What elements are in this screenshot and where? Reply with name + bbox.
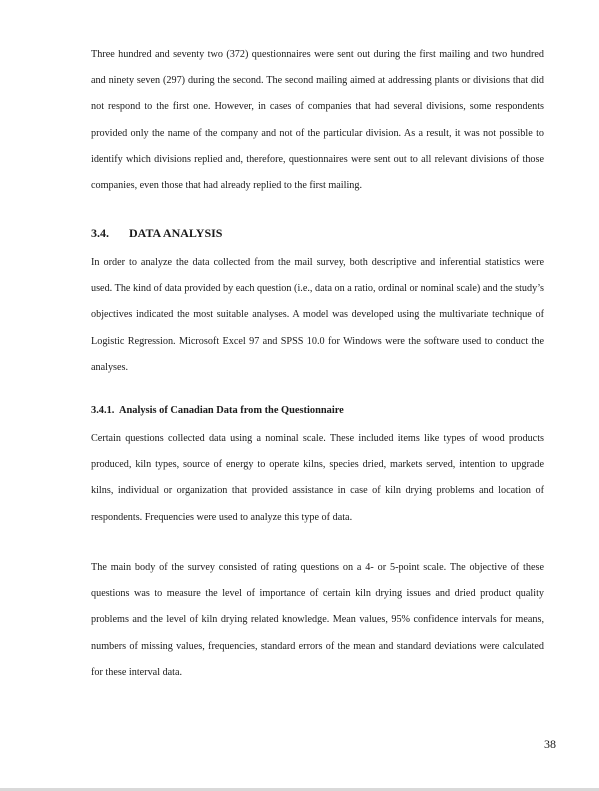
paragraph-mailing [91, 42, 544, 199]
paragraph-text: Certain questions collected data using a nominal scale. These included items like types of wood products produced, kiln types, source of energy to operate kilns, species dried, markets served, intention to upgrade kilns, individual or organization that provided assistance in case of kiln drying problems and location of respondents. Frequencies were used to analyze this type of data. [91, 433, 544, 523]
paragraph-text: The main body of the survey consisted of rating questions on a 4- or 5-point scale. The objective of these questions was to measure the level of importance of certain kiln drying issues and dried product quality problems and the level of kiln drying related knowledge. Mean values, 95% confidence intervals for means, numbers of missing values, frequencies, standard errors of the mean and standard deviations were calculated for these interval data. [91, 562, 544, 678]
page-number: 38 [544, 737, 556, 751]
subsection-title: Analysis of Canadian Data from the Questionnaire [119, 405, 344, 416]
paragraph-nominal-scale [91, 426, 544, 531]
paragraph-rating-questions [91, 555, 544, 686]
subsection-heading [91, 405, 344, 416]
paragraph-text: Three hundred and seventy two (372) questionnaires were sent out during the first mailing and two hundred and ninety seven (297) during the second. The second mailing aimed at addressing plants or divisions that did not respond to the first one. However, in cases of companies that had several divisions, some respondents provided only the name of the company and not of the particular division. As a result, it was not possible to identify which divisions replied and, therefore, questionnaires were sent out to all relevant divisions of those companies, even those that had already replied to the first mailing. [91, 49, 544, 192]
section-heading [91, 226, 222, 241]
paragraph-text: In order to analyze the data collected from the mail survey, both descriptive and inferential statistics were used. The kind of data provided by each question (i.e., data on a ratio, ordinal or nominal scale) and the study’s objectives indicated the most suitable analyses. A model was developed using the multivariate technique of Logistic Regression. Microsoft Excel 97 and SPSS 10.0 for Windows were the software used to conduct the analyses. [91, 257, 544, 373]
section-title: DATA ANALYSIS [129, 226, 223, 240]
subsection-number: 3.4.1. [91, 405, 115, 416]
section-number: 3.4. [91, 226, 109, 240]
paragraph-data-analysis [91, 250, 544, 381]
